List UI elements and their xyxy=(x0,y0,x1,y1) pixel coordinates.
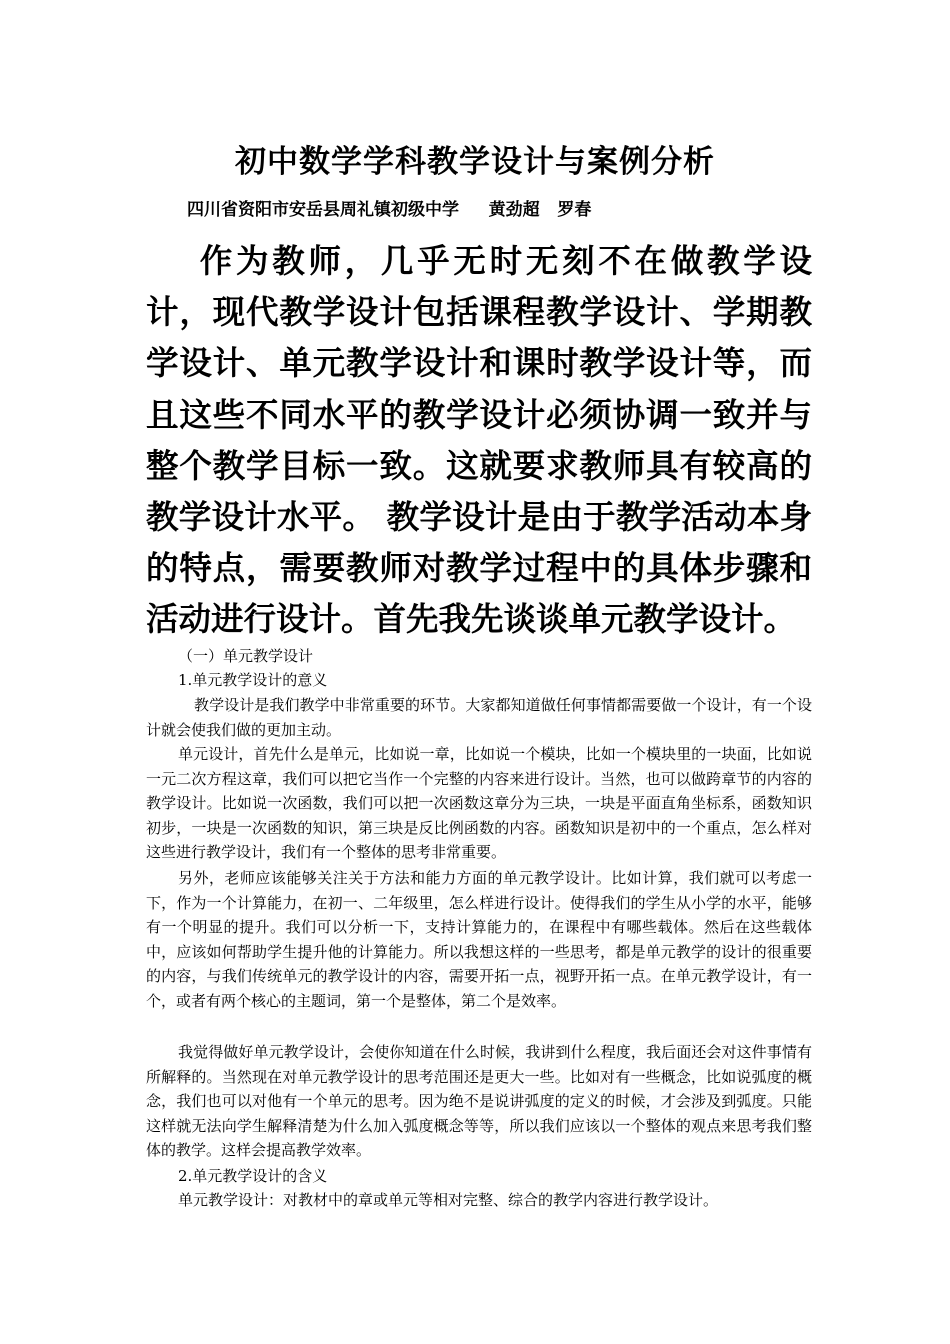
paragraph-2: 单元设计，首先什么是单元，比如说一章，比如说一个模块，比如一个模块里的一块面，比如说一元二次方程这章，我们可以把它当作一个完整的内容来进行设计。当然，也可以做跨章节的内容的教学设计。比如说一次函数，我们可以把一次函数这章分为三块，一块是平面直角坐标系，函数知识初步，一块是一次函数的知识，第三块是反比例函数的内容。函数知识是初中的一个重点，怎么样对这些进行教学设计，我们有一个整体的思考非常重要。 xyxy=(146,745,812,861)
paragraph-4: 我觉得做好单元教学设计，会使你知道在什么时候，我讲到什么程度，我后面还会对这件事情有所解释的。当然现在对单元教学设计的思考范围还是更大一些。比如对有一些概念，比如说弧度的概念，我们也可以对他有一个单元的思考。因为绝不是说讲弧度的定义的时候，才会涉及到弧度。只能这样就无法向学生解释清楚为什么加入弧度概念等等，所以我们应该以一个整体的观点来思考我们整体的教学。这样会提高教学效率。 xyxy=(146,1043,812,1159)
subheading-meaning: 1.单元教学设计的意义 xyxy=(178,671,328,689)
paragraph-3: 另外，老师应该能够关注关于方法和能力方面的单元教学设计。比如计算，我们就可以考虑一下，作为一个计算能力，在初一、二年级里，怎么样进行设计。使得我们的学生从小学的水平，能够有一个明显的提升。我们可以分析一下，支持计算能力的，在课程中有哪些载体。然后在这些载体中，应该如何帮助学生提升他的计算能力。所以我想这样的一些思考，都是单元教学的设计的很重要的内容，与我们传统单元的教学设计的内容，需要开拓一点，视野开拓一点。在单元教学设计，有一个，或者有两个核心的主题词，第一个是整体，第二个是效率。 xyxy=(146,869,812,1010)
paragraph-5: 单元教学设计：对教材中的章或单元等相对完整、综合的教学内容进行教学设计。 xyxy=(178,1191,719,1209)
paragraph-1: 教学设计是我们教学中非常重要的环节。大家都知道做任何事情都需要做一个设计，有一个设计就会使我们做的更加主动。 xyxy=(146,696,812,739)
author-line: 四川省资阳市安岳县周礼镇初级中学 黄劲超 罗春 xyxy=(187,200,592,220)
subheading-definition: 2.单元教学设计的含义 xyxy=(178,1167,328,1185)
intro-text: 作为教师，几乎无时无刻不在做教学设计，现代教学设计包括课程教学设计、学期教学设计、单元教学设计和课时教学设计等，而且这些不同水平的教学设计必须协调一致并与整个教学目标一致。这就要求教师具有较高的教学设计水平。 教学设计是由于教学活动本身的特点，需要教师对教学过程中的具体步骤和活动进行设计。首先我先谈谈单元教学设计。 xyxy=(146,242,812,639)
section-heading: （一）单元教学设计 xyxy=(178,647,314,665)
document-title: 初中数学学科教学设计与案例分析 xyxy=(235,144,715,180)
intro-paragraph xyxy=(146,236,812,646)
